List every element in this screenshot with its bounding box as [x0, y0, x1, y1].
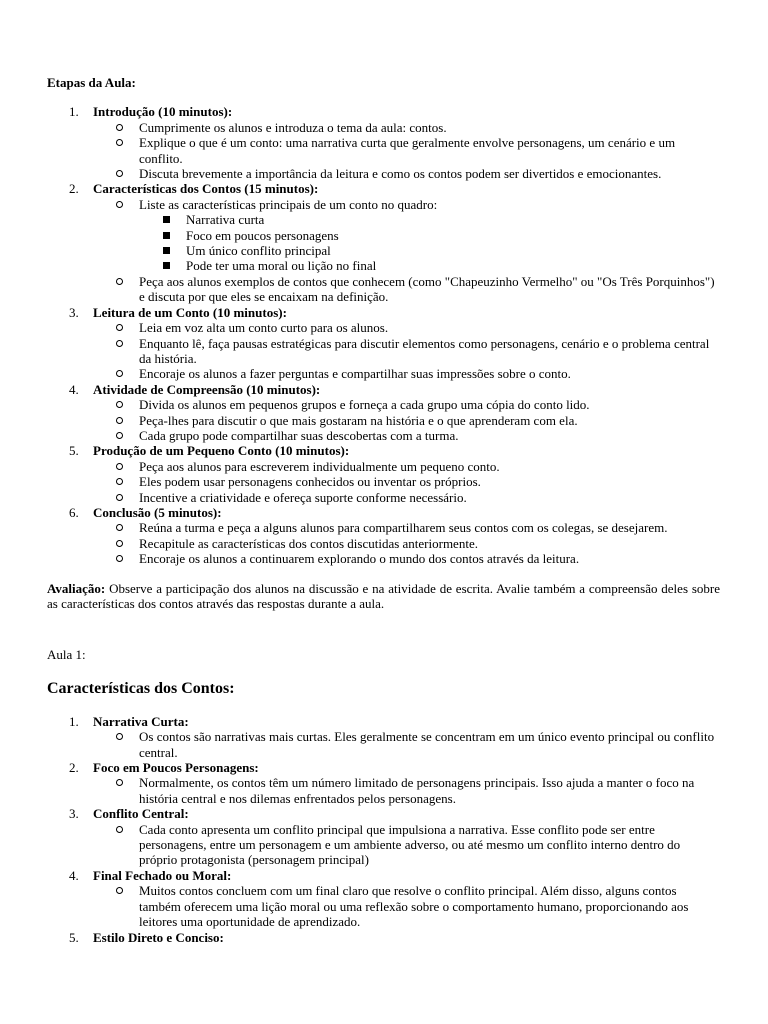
circle-bullet-icon [116, 494, 123, 501]
item-number: 5. [69, 929, 79, 945]
bullet-text: Liste as características principais de um conto no quadro: [139, 196, 438, 212]
circle-bullet-icon [116, 124, 123, 131]
circle-bullet-icon [116, 201, 123, 208]
circle-bullet-icon [116, 733, 123, 740]
sub-bullet-text: Foco em poucos personagens [186, 227, 339, 243]
lesson-steps-list [47, 104, 720, 566]
bullet-text: Divida os alunos em pequenos grupos e forneça a cada grupo uma cópia do conto lido. [139, 397, 590, 413]
square-bullet-icon [163, 216, 170, 223]
bullet-text: Incentive a criatividade e ofereça suporte conforme necessário. [139, 489, 467, 505]
item-heading: Estilo Direto e Conciso: [93, 929, 224, 945]
item-number: 2. [69, 181, 79, 197]
bullet-item [93, 729, 720, 760]
bullet-text: Peça aos alunos para escreverem individualmente um pequeno conto. [139, 458, 500, 474]
bullet-list [93, 397, 720, 443]
circle-bullet-icon [116, 340, 123, 347]
numbered-item [47, 181, 720, 304]
bullet-item [93, 490, 720, 505]
bullet-item [93, 320, 720, 335]
bullet-item [93, 775, 720, 806]
circle-bullet-icon [116, 324, 123, 331]
bullet-item [93, 413, 720, 428]
bullet-list [93, 883, 720, 929]
bullet-item [93, 822, 720, 868]
sub-bullet-text: Pode ter uma moral ou lição no final [186, 258, 377, 274]
section-heading: Características dos Contos: [47, 679, 235, 697]
square-bullet-icon [163, 262, 170, 269]
evaluation-label: Avaliação: [47, 580, 106, 596]
numbered-item [47, 930, 720, 945]
bullet-text: Reúna a turma e peça a alguns alunos para compartilharem seus contos com os colegas, se desejarem. [139, 520, 668, 536]
circle-bullet-icon [116, 401, 123, 408]
circle-bullet-icon [116, 478, 123, 485]
numbered-item [47, 868, 720, 930]
bullet-item [93, 135, 720, 166]
bullet-text: Encoraje os alunos a continuarem explorando o mundo dos contos através da leitura. [139, 551, 580, 567]
sub-bullet-item [139, 258, 720, 273]
item-number: 5. [69, 443, 79, 459]
bullet-item [93, 459, 720, 474]
characteristics-list [47, 714, 720, 945]
item-heading: Introdução (10 minutos): [93, 104, 233, 120]
item-number: 3. [69, 304, 79, 320]
bullet-text: Recapitule as características dos contos discutidas anteriormente. [139, 535, 478, 551]
item-heading: Narrativa Curta: [93, 713, 189, 729]
bullet-list [93, 459, 720, 505]
sub-bullet-text: Narrativa curta [186, 212, 265, 228]
bullet-item [93, 397, 720, 412]
circle-bullet-icon [116, 139, 123, 146]
sub-bullet-item [139, 212, 720, 227]
bullet-item [93, 274, 720, 305]
bullet-text: Peça-lhes para discutir o que mais gostaram na história e o que aprenderam com ela. [139, 412, 578, 428]
item-heading: Conflito Central: [93, 806, 189, 822]
numbered-item [47, 806, 720, 868]
bullet-item [93, 166, 720, 181]
circle-bullet-icon [116, 370, 123, 377]
bullet-text: Os contos são narrativas mais curtas. Eles geralmente se concentram em um único evento principal ou conflito central. [139, 729, 715, 760]
numbered-item [47, 505, 720, 567]
bullet-item [93, 336, 720, 367]
circle-bullet-icon [116, 463, 123, 470]
circle-bullet-icon [116, 524, 123, 531]
circle-bullet-icon [116, 170, 123, 177]
bullet-item [93, 520, 720, 535]
bullet-item [93, 366, 720, 381]
numbered-item [47, 104, 720, 181]
bullet-text: Explique o que é um conto: uma narrativa curta que geralmente envolve personagens, um cenário e um conflito. [139, 135, 676, 166]
sub-bullet-item [139, 228, 720, 243]
sub-bullet-text: Um único conflito principal [186, 243, 331, 259]
bullet-text: Cumprimente os alunos e introduza o tema da aula: contos. [139, 119, 447, 135]
bullet-item [93, 120, 720, 135]
bullet-text: Encoraje os alunos a fazer perguntas e compartilhar suas impressões sobre o conto. [139, 366, 571, 382]
numbered-item [47, 382, 720, 444]
bullet-text: Normalmente, os contos têm um número limitado de personagens principais. Isso ajuda a manter o foco na história central e nos dilemas enfrentados pelos personagens. [139, 775, 695, 806]
bullet-text: Cada conto apresenta um conflito principal que impulsiona a narrativa. Esse conflito pode ser entre personagens, entre um personagem e um ambiente adverso, ou até mesmo um conflito interno dentro do próprio protagonista (personagem principal) [139, 821, 681, 868]
item-heading: Final Fechado ou Moral: [93, 867, 232, 883]
bullet-text: Cada grupo pode compartilhar suas descobertas com a turma. [139, 427, 459, 443]
bullet-item [93, 474, 720, 489]
numbered-item [47, 760, 720, 806]
item-heading: Foco em Poucos Personagens: [93, 760, 259, 776]
item-number: 1. [69, 713, 79, 729]
item-number: 4. [69, 381, 79, 397]
circle-bullet-icon [116, 540, 123, 547]
sub-bullet-list [139, 212, 720, 274]
circle-bullet-icon [116, 826, 123, 833]
circle-bullet-icon [116, 417, 123, 424]
item-heading: Atividade de Compreensão (10 minutos): [93, 381, 321, 397]
item-heading: Leitura de um Conto (10 minutos): [93, 304, 287, 320]
bullet-item [93, 197, 720, 274]
bullet-item [93, 428, 720, 443]
sub-bullet-item [139, 243, 720, 258]
item-heading: Conclusão (5 minutos): [93, 504, 222, 520]
numbered-item [47, 305, 720, 382]
bullet-list [93, 775, 720, 806]
item-number: 6. [69, 504, 79, 520]
bullet-text: Enquanto lê, faça pausas estratégicas para discutir elementos como personagens, cenário e o problema central da história. [139, 335, 710, 366]
bullet-list [93, 729, 720, 760]
item-number: 3. [69, 806, 79, 822]
square-bullet-icon [163, 247, 170, 254]
numbered-item [47, 443, 720, 505]
bullet-list [93, 120, 720, 182]
numbered-item [47, 714, 720, 760]
bullet-item [93, 883, 720, 929]
item-number: 2. [69, 760, 79, 776]
bullet-text: Eles podem usar personagens conhecidos ou inventar os próprios. [139, 474, 481, 490]
lesson-label: Aula 1: [47, 647, 86, 663]
bullet-item [93, 551, 720, 566]
circle-bullet-icon [116, 779, 123, 786]
bullet-list [93, 822, 720, 868]
item-heading: Produção de um Pequeno Conto (10 minutos): [93, 443, 350, 459]
bullet-text: Muitos contos concluem com um final claro que resolve o conflito principal. Além disso, alguns contos também oferecem uma lição moral ou uma reflexão sobre o comportamento humano, proporcionando aos leitores uma oportunidade de aprendizado. [139, 883, 689, 930]
bullet-text: Discuta brevemente a importância da leitura e como os contos podem ser divertidos e emocionantes. [139, 166, 662, 182]
bullet-list [93, 520, 720, 566]
bullet-item [93, 536, 720, 551]
evaluation-text: Observe a participação dos alunos na discussão e na atividade de escrita. Avalie também a compreensão deles sobre as características dos contos através das respostas durante a aula. [47, 580, 720, 611]
item-number: 4. [69, 867, 79, 883]
circle-bullet-icon [116, 887, 123, 894]
bullet-text: Leia em voz alta um conto curto para os alunos. [139, 320, 389, 336]
square-bullet-icon [163, 232, 170, 239]
evaluation-paragraph [47, 581, 720, 612]
lesson-steps-title: Etapas da Aula: [47, 75, 136, 90]
item-number: 1. [69, 104, 79, 120]
circle-bullet-icon [116, 278, 123, 285]
circle-bullet-icon [116, 555, 123, 562]
bullet-list [93, 197, 720, 305]
item-heading: Características dos Contos (15 minutos): [93, 181, 319, 197]
circle-bullet-icon [116, 432, 123, 439]
bullet-list [93, 320, 720, 382]
bullet-text: Peça aos alunos exemplos de contos que conhecem (como "Chapeuzinho Vermelho" ou "Os Três Porquinhos") e discuta por que eles se encaixam na definição. [139, 273, 715, 305]
